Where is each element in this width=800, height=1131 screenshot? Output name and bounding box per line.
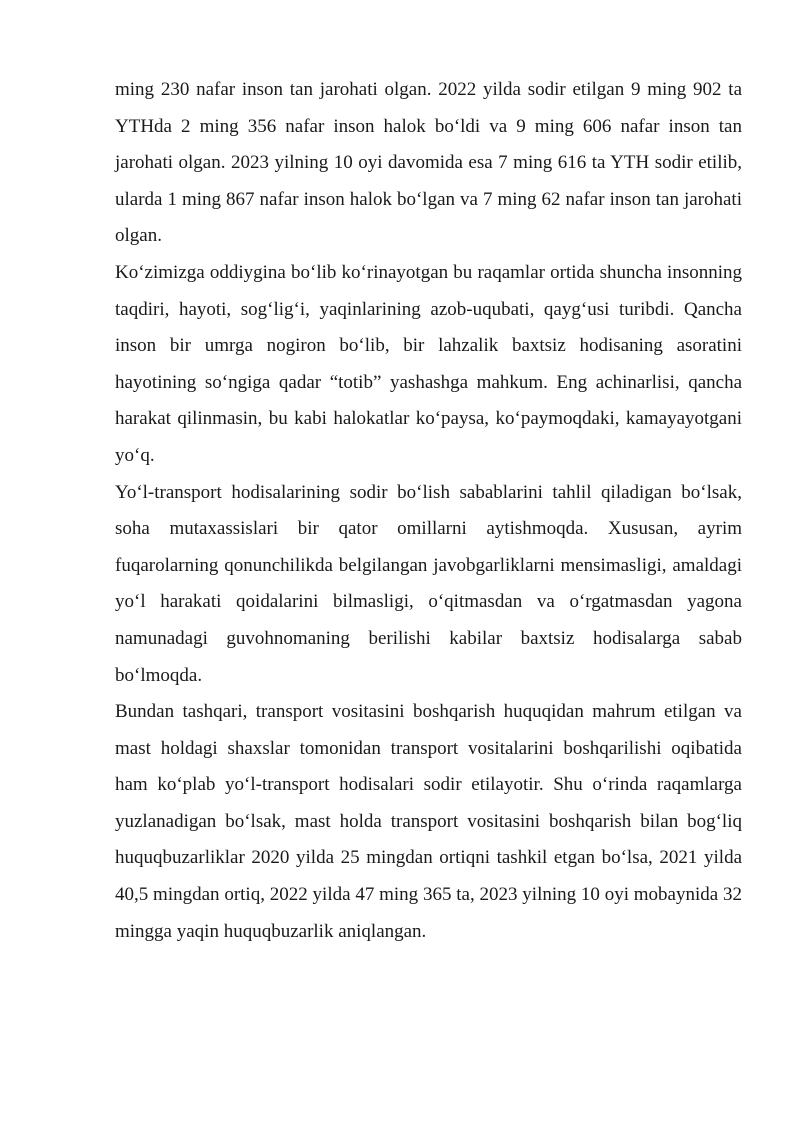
paragraph-accident-statistics: ming 230 nafar inson tan jarohati olgan. 2022 yilda sodir etilgan 9 ming 902 ta YTHda 2 ming 356 nafar inson halok bo‘ldi va 9 ming 606 nafar inson tan jarohati olgan. 2023 yilning 10 oyi davomida esa 7 ming 616 ta YTH sodir etilib, ularda 1 ming 867 nafar inson halok bo‘lgan va 7 ming 62 nafar inson tan jarohati olgan. bbox=[115, 79, 742, 247]
paragraph-human-cost: Ko‘zimizga oddiygina bo‘lib ko‘rinayotgan bu raqamlar ortida shuncha insonning taqdiri, hayoti, sog‘lig‘i, yaqinlarining azob-uqubati, qayg‘usi turibdi. Qancha inson bir umrga nogiron bo‘lib, bir lahzalik baxtsiz hodisaning asoratini hayotining so‘ngiga qadar “totib” yashashga mahkum. Eng achinarlisi, qancha harakat qilinmasin, bu kabi halokatlar ko‘paysa, ko‘paymoqdaki, kamayayotgani yo‘q. bbox=[115, 261, 742, 466]
document-page bbox=[115, 72, 742, 950]
paragraph-drunk-driving: Bundan tashqari, transport vositasini boshqarish huquqidan mahrum etilgan va mast holdagi shaxslar tomonidan transport vositalarini boshqarilishi oqibatida ham ko‘plab yo‘l-transport hodisalari sodir etilayotir. Shu o‘rinda raqamlarga yuzlanadigan bo‘lsak, mast holda transport vositasini boshqarish bilan bog‘liq huquqbuzarliklar 2020 yilda 25 mingdan ortiqni tashkil etgan bo‘lsa, 2021 yilda 40,5 mingdan ortiq, 2022 yilda 47 ming 365 ta, 2023 yilning 10 oyi mobaynida 32 mingga yaqin huquqbuzarlik aniqlangan. bbox=[115, 701, 742, 942]
paragraph-causes: Yo‘l-transport hodisalarining sodir bo‘lish sabablarini tahlil qiladigan bo‘lsak, soha mutaxassislari bir qator omillarni aytishmoqda. Xususan, ayrim fuqarolarning qonunchilikda belgilangan javobgarliklarni mensimasligi, amaldagi yo‘l harakati qoidalarini bilmasligi, o‘qitmasdan va o‘rgatmasdan yagona namunadagi guvohnomaning berilishi kabilar baxtsiz hodisalarga sabab bo‘lmoqda. bbox=[115, 481, 742, 686]
